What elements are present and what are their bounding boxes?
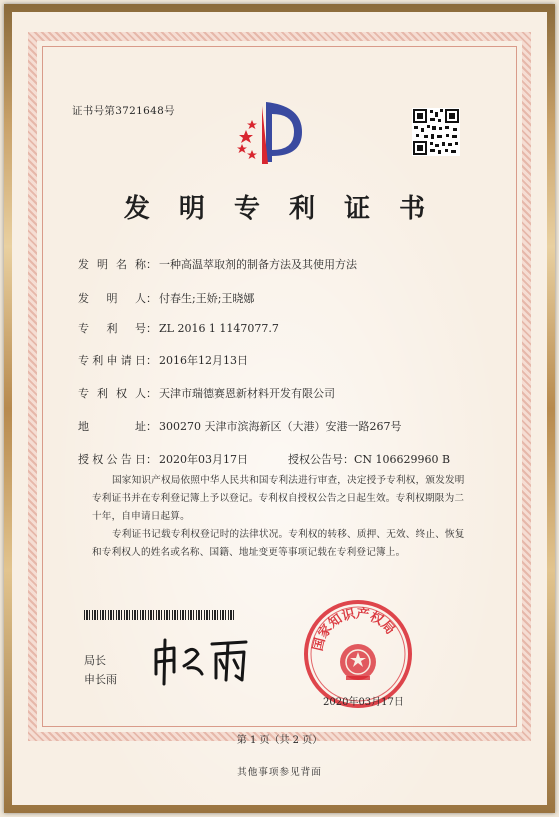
grant-paragraph: 国家知识产权局依照中华人民共和国专利法进行审查，决定授予专利权，颁发发明专利证书并在专利登记簿上予以登记。专利权自授权公告之日起生效。专利权期限为二十年，自申请日起算。 xyxy=(92,475,465,522)
field-value: 付春生;王娇;王晓娜 xyxy=(159,292,255,305)
field-label: 专 利 权 人 xyxy=(78,387,146,400)
qr-code-icon xyxy=(412,108,460,156)
field-label: 专 利 号 xyxy=(78,322,146,335)
field-label: 授权公告日 xyxy=(78,453,146,466)
patent-office-logo-icon xyxy=(232,100,312,172)
certificate-title: 发 明 专 利 证 书 xyxy=(123,194,436,224)
field-value: 2016年12月13日 xyxy=(159,354,248,367)
field-value: ZL 2016 1 1147077.7 xyxy=(159,322,279,335)
field-application-date: 专利申请日： 2016年12月13日 xyxy=(78,354,248,367)
legal-status-paragraph: 专利证书记载专利权登记时的法律状况。专利权的转移、质押、无效、终止、恢复和专利权人的姓名或名称、国籍、地址变更等事项记载在专利登记簿上。 xyxy=(92,529,465,558)
field-label: 发 明 人 xyxy=(78,292,146,305)
field-label: 专利申请日 xyxy=(78,354,146,367)
field-patent-number: 专 利 号： ZL 2016 1 1147077.7 xyxy=(78,322,279,335)
field-value: 天津市瑞德赛恩新材料开发有限公司 xyxy=(159,387,335,400)
field-label: 地 址 xyxy=(78,420,146,433)
field-invention-name: 发 明 名 称： 一种高温萃取剂的制备方法及其使用方法 xyxy=(78,258,357,271)
page-indicator: 第 1 页（共 2 页） xyxy=(236,735,323,746)
barcode xyxy=(84,610,234,620)
field-value: 300270 天津市滨海新区（大港）安港一路267号 xyxy=(159,420,402,433)
field-grant-date: 授权公告日： 2020年03月17日 xyxy=(78,453,248,466)
certificate-number: 证书号第3721648号 xyxy=(72,105,175,117)
seal-text: 国家知识产权局 xyxy=(310,606,398,653)
director-title: 局长 xyxy=(84,654,106,667)
back-note: 其他事项参见背面 xyxy=(237,767,322,778)
publication-number: 授权公告号：CN 106629960 B xyxy=(288,453,451,466)
field-value: 2020年03月17日 xyxy=(159,453,248,466)
director-name: 申长雨 xyxy=(84,673,117,686)
field-inventor: 发 明 人： 付春生;王娇;王晓娜 xyxy=(78,292,255,305)
director-signature xyxy=(148,632,258,688)
seal-date: 2020年03月17日 xyxy=(323,697,404,708)
field-address: 地 址： 300270 天津市滨海新区（大港）安港一路267号 xyxy=(78,420,402,433)
field-value: 一种高温萃取剂的制备方法及其使用方法 xyxy=(159,258,357,271)
field-label: 发 明 名 称 xyxy=(78,258,146,271)
field-patentee: 专 利 权 人： 天津市瑞德赛恩新材料开发有限公司 xyxy=(78,387,335,400)
